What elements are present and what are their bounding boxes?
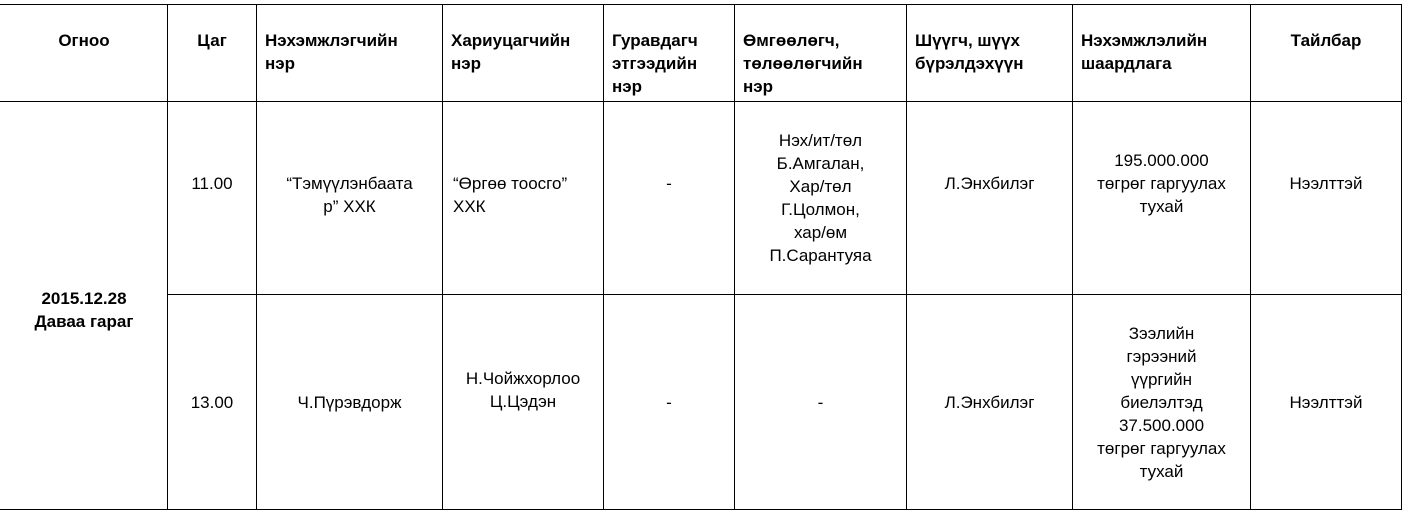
header-plaintiff: Нэхэмжлэгчийн нэр [257,5,443,102]
header-judge: Шүүгч, шүүх бүрэлдэхүүн [907,5,1073,102]
header-third-party: Гуравдагч этгээдийн нэр [604,5,735,102]
defendant-cell: “Өргөө тоосго” ХХК [443,102,604,295]
header-defendant: Хариуцагчийн нэр [443,5,604,102]
note-cell: Нээлттэй [1251,102,1402,295]
table-row [1,102,1402,295]
defendant-cell: Н.Чойжхорлоо Ц.Цэдэн [443,295,604,510]
claim-cell: 195.000.000 төгрөг гаргуулах тухай [1073,102,1251,295]
header-claim: Нэхэмжлэлийн шаардлага [1073,5,1251,102]
time-cell: 11.00 [168,102,257,295]
weekday-value: Даваа гараг [34,311,134,331]
judge-cell: Л.Энхбилэг [907,102,1073,295]
plaintiff-cell: Ч.Пүрэвдорж [257,295,443,510]
date-cell [1,102,168,510]
third-party-cell: - [604,295,735,510]
header-date: Огноо [1,5,168,102]
header-row [1,5,1402,102]
note-cell: Нээлттэй [1251,295,1402,510]
third-party-cell: - [604,102,735,295]
court-schedule-table [0,4,1402,510]
representative-cell: - [735,295,907,510]
representative-cell: Нэх/ит/төл Б.Амгалан, Хар/төл Г.Цолмон, хар/өм П.Сарантуяа [735,102,907,295]
time-cell: 13.00 [168,295,257,510]
header-time: Цаг [168,5,257,102]
judge-cell: Л.Энхбилэг [907,295,1073,510]
table-row [1,295,1402,510]
header-note: Тайлбар [1251,5,1402,102]
plaintiff-cell: “Тэмүүлэнбаата р” ХХК [257,102,443,295]
claim-cell: Зээлийн гэрээний үүргийн биелэлтэд 37.500.000 төгрөг гаргуулах тухай [1073,295,1251,510]
header-representative: Өмгөөлөгч, төлөөлөгчийн нэр [735,5,907,102]
date-value: 2015.12.28 [41,288,127,308]
